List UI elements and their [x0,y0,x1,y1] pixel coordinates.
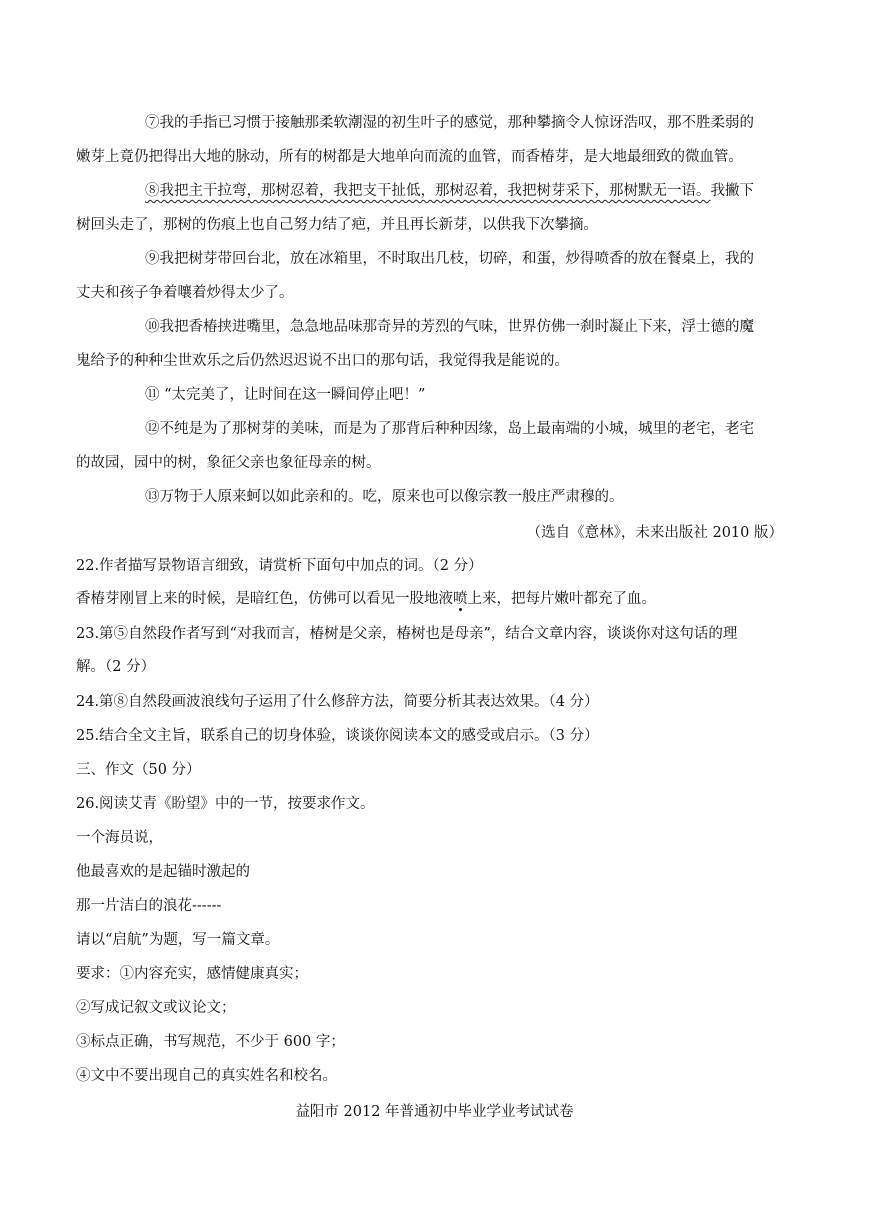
question-24: 24.第⑧自然段画波浪线句子运用了什么修辞方法，简要分析其表达效果。（4 分） [76,694,599,710]
question-25: 25.结合全文主旨，联系自己的切身体验，谈谈你阅读本文的感受或启示。（3 分） [76,728,599,744]
question-22: 22.作者描写景物语言细致，请赏析下面句中加点的词。（2 分） [76,558,483,574]
page-footer: 益阳市 2012 年普通初中毕业学业考试试卷 [295,1104,574,1120]
paragraph-9-line-2: 丈夫和孩子争着嚷着炒得太少了。 [76,285,294,301]
paragraph-7-line-1: ⑦我的手指已习惯于接触那柔软潮湿的初生叶子的感觉，那种攀摘令人惊讶浩叹，那不胜柔弱的 [145,115,754,131]
question-22-sentence-b: 上来，把每片嫩叶都充了血。 [467,591,656,607]
paragraph-7-line-2: 嫩芽上竟仍把得出大地的脉动，所有的树都是大地单向而流的血管，而香椿芽，是大地最细致的微血管。 [76,149,743,165]
paragraph-8-line-2: 树回头走了，那树的伤痕上也自己努力结了疤，并且再长新芽，以供我下次攀摘。 [76,217,598,233]
paragraph-12-line-2: 的故园，园中的树，象征父亲也象征母亲的树。 [76,455,381,471]
requirement-2: ②写成记叙文或议论文； [76,1000,236,1016]
wavy-underlined-sentence: ⑧我把主干拉弯，那树忍着，我把支干扯低，那树忍着，我把树芽采下，那树默无一语。 [145,183,711,199]
dotted-emphasis-word: 喷 [453,591,468,607]
requirement-3: ③标点正确，书写规范，不少于 600 字； [76,1034,345,1050]
paragraph-12-line-1: ⑫不纯是为了那树芽的美味，而是为了那背后种种因缘，岛上最南端的小城，城里的老宅，老宅 [145,421,754,437]
paragraph-10-line-2: 鬼给予的种种尘世欢乐之后仍然迟迟说不出口的那句话，我觉得我是能说的。 [76,353,569,369]
question-22-sentence [76,589,656,609]
source-citation: （选自《意林》，未来出版社 2010 版） [526,525,783,541]
requirement-1: 要求：①内容充实，感情健康真实； [76,966,308,982]
question-23-line-1: 23.第⑤自然段作者写到“对我而言，椿树是父亲，椿树也是母亲”，结合文章内容，谈谈你对这句话的理 [76,626,738,642]
paragraph-8-line-1 [145,181,754,201]
paragraph-11: ⑪ “太完美了，让时间在这一瞬间停止吧！” [145,387,426,403]
requirement-4: ④文中不要出现自己的真实姓名和校名。 [76,1068,337,1084]
poem-line-1: 一个海员说， [76,830,163,846]
question-22-sentence-a: 香椿芽刚冒上来的时候，是暗红色，仿佛可以看见一股地液 [76,591,453,607]
composition-task: 请以“启航”为题，写一篇文章。 [76,932,280,948]
paragraph-9-line-1: ⑨我把树芽带回台北，放在冰箱里，不时取出几枝，切碎，和蛋，炒得喷香的放在餐桌上，我的 [145,251,754,267]
paragraph-8-line-1-tail: 我撇下 [710,183,754,199]
paragraph-10-line-1: ⑩我把香椿挟进嘴里，急急地品味那奇异的芳烈的气味，世界仿佛一刹时凝止下来，浮士德的魔 [145,319,754,335]
poem-line-3: 那一片洁白的浪花------ [76,898,222,914]
paragraph-13: ⑬万物于人原来蚵以如此亲和的。吃，原来也可以像宗教一般庄严肃穆的。 [145,489,624,505]
question-26: 26.阅读艾青《盼望》中的一节，按要求作文。 [76,796,375,812]
poem-line-2: 他最喜欢的是起锚时激起的 [76,864,250,880]
section-heading-composition: 三、作文（50 分） [76,762,201,778]
question-23-line-2: 解。（2 分） [76,659,156,675]
